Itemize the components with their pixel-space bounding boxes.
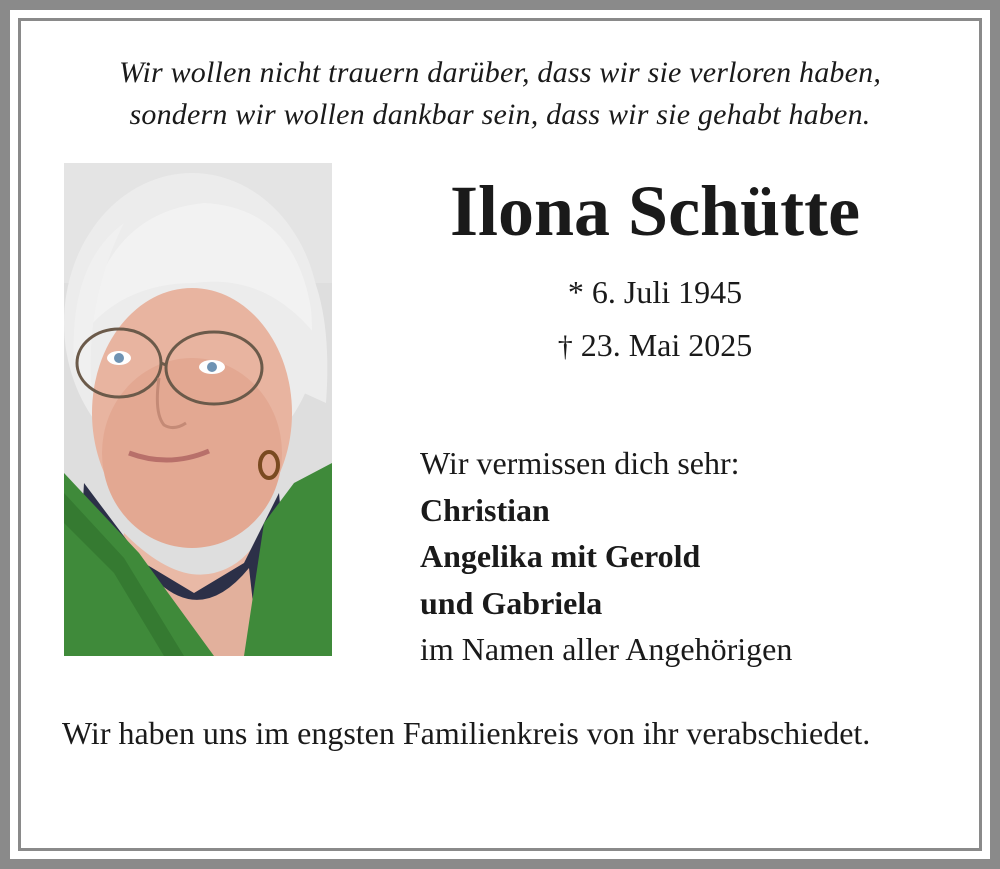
motto-quote xyxy=(0,52,1000,136)
mourner-name: Angelika mit Gerold xyxy=(420,538,701,574)
mourners-intro: Wir vermissen dich sehr: xyxy=(420,445,740,481)
cross-icon: † xyxy=(557,330,573,363)
mourners-outro: im Namen aller Angehörigen xyxy=(420,631,793,667)
deceased-name: Ilona Schütte xyxy=(449,171,861,251)
mourners-block xyxy=(420,440,792,673)
closing-note: Wir haben uns im engsten Familienkreis von ihr verabschiedet. xyxy=(62,715,871,751)
death-date: 23. Mai 2025 xyxy=(572,327,753,363)
portrait-photo xyxy=(64,163,332,656)
mourner-name: und Gabriela xyxy=(420,584,603,621)
portrait-illustration xyxy=(64,163,332,656)
motto-line: sondern wir wollen dankbar sein, dass wir sie gehabt haben. xyxy=(129,98,871,131)
mourner-name: Christian xyxy=(420,491,550,528)
motto-line: Wir wollen nicht trauern darüber, dass wir sie verloren haben, xyxy=(118,56,882,89)
death-date-line xyxy=(360,325,950,367)
birth-date: * 6. Juli 1945 xyxy=(567,274,743,310)
